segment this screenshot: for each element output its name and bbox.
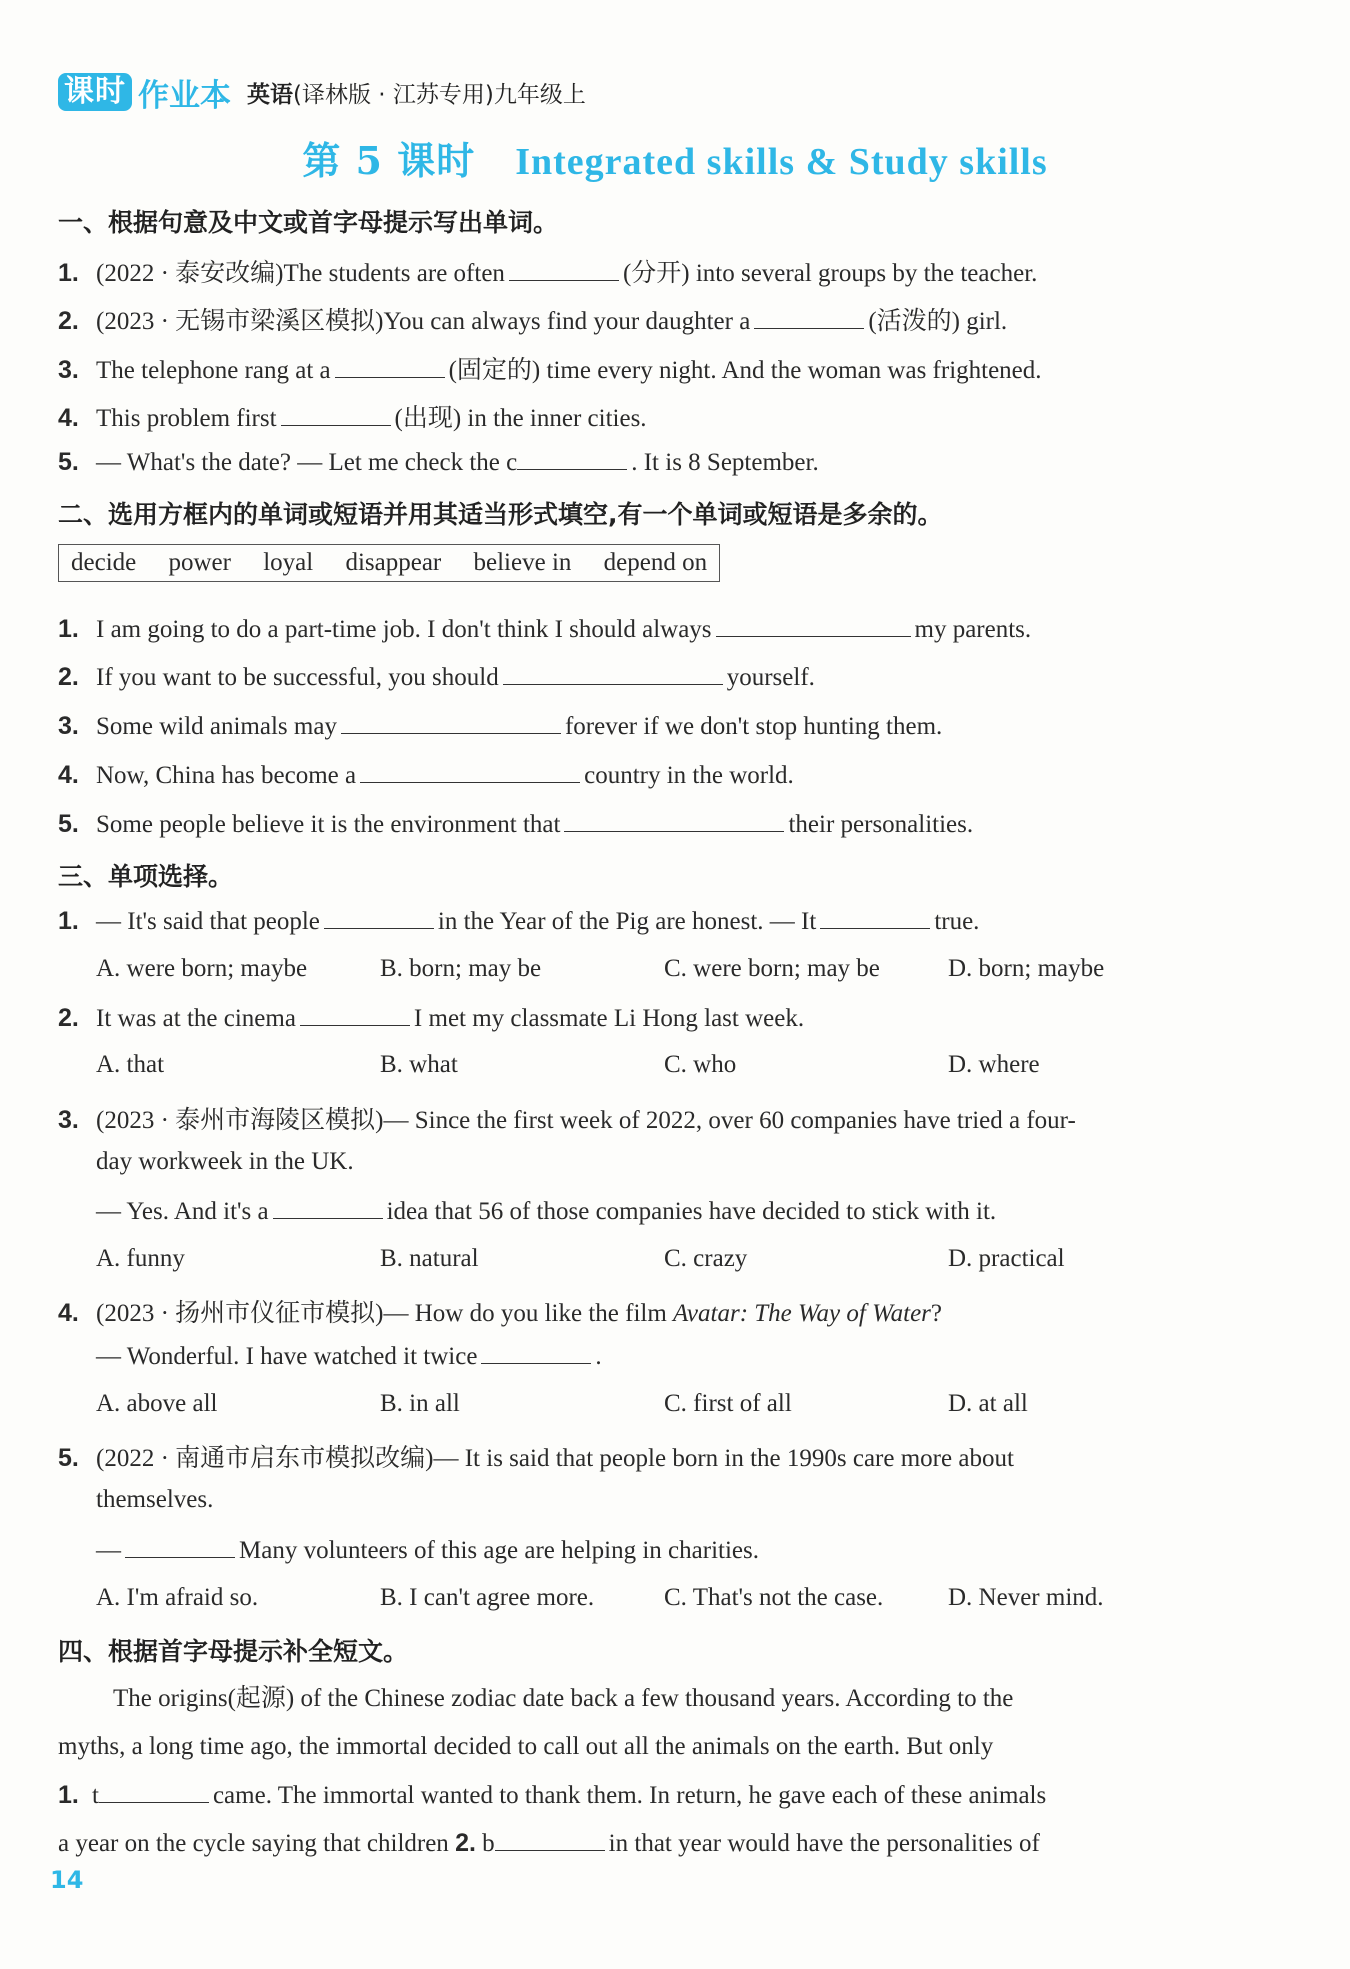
answer-blank[interactable]	[335, 355, 445, 378]
option-c[interactable]: C. first of all	[664, 1390, 792, 1417]
option-d[interactable]: D. practical	[948, 1245, 1065, 1272]
s3-q1: 1. — It's said that people in the Year of the Pig are honest. — It true.	[58, 907, 980, 935]
s3-q3-line2: day workweek in the UK.	[96, 1148, 354, 1175]
answer-blank[interactable]	[125, 1535, 235, 1558]
s3-q4-line2: — Wonderful. I have watched it twice .	[96, 1343, 602, 1370]
answer-blank[interactable]	[509, 258, 619, 281]
word-bank-item: depend on	[603, 549, 708, 576]
option-b[interactable]: B. born; may be	[380, 955, 542, 982]
option-b[interactable]: B. in all	[380, 1390, 460, 1417]
logo-text: 作业本	[138, 77, 231, 114]
page-number: 14	[50, 1866, 84, 1894]
section2-heading: 二、选用方框内的单词或短语并用其适当形式填空,有一个单词或短语是多余的。	[58, 500, 943, 529]
option-c[interactable]: C. were born; may be	[664, 955, 880, 982]
answer-blank[interactable]	[716, 614, 911, 637]
s1-item-5: 5. — What's the date? — Let me check the c . It is 8 September.	[58, 448, 819, 476]
passage-line-4: a year on the cycle saying that children 2. b in that year would have the personalities of	[58, 1829, 1040, 1857]
s3-q5-line2: themselves.	[96, 1486, 214, 1513]
s3-q4-line1: 4. (2023 · 扬州市仪征市模拟)— How do you like the film Avatar: The Way of Water?	[58, 1299, 943, 1327]
s3-q3-line3: — Yes. And it's a idea that 56 of those companies have decided to stick with it.	[96, 1198, 997, 1225]
option-a[interactable]: A. that	[96, 1051, 165, 1078]
answer-blank[interactable]	[495, 1828, 605, 1851]
book-header	[58, 70, 586, 114]
option-d[interactable]: D. Never mind.	[948, 1584, 1104, 1611]
s3-q3-options	[96, 1245, 1286, 1273]
s1-item-3: 3. The telephone rang at a (固定的) time every night. And the woman was frightened.	[58, 356, 1042, 384]
option-a[interactable]: A. were born; maybe	[96, 955, 308, 982]
option-c[interactable]: C. crazy	[664, 1245, 748, 1272]
subject-label: 英语(译林版 · 江苏专用)九年级上	[247, 81, 586, 108]
answer-blank[interactable]	[564, 809, 784, 832]
word-bank-item: decide	[71, 549, 137, 576]
s1-item-2: 2. (2023 · 无锡市梁溪区模拟)You can always find your daughter a (活泼的) girl.	[58, 307, 1008, 335]
s2-item-1: 1. I am going to do a part-time job. I don't think I should always my parents.	[58, 615, 1032, 643]
s3-q5-line3: — Many volunteers of this age are helping in charities.	[96, 1537, 759, 1564]
option-b[interactable]: B. what	[380, 1051, 458, 1078]
option-a[interactable]: A. above all	[96, 1390, 218, 1417]
answer-blank[interactable]	[754, 306, 864, 329]
s2-item-2: 2. If you want to be successful, you should yourself.	[58, 663, 815, 691]
answer-blank[interactable]	[281, 403, 391, 426]
word-bank-box	[58, 544, 720, 582]
film-title: Avatar: The Way of Water	[673, 1300, 931, 1327]
s3-q3-line1: 3. (2023 · 泰州市海陵区模拟)— Since the first week of 2022, over 60 companies have tried a four-	[58, 1106, 1076, 1134]
s3-q1-options	[96, 955, 1286, 983]
option-b[interactable]: B. natural	[380, 1245, 479, 1272]
s1-item-4: 4. This problem first (出现) in the inner cities.	[58, 404, 647, 432]
s3-q5-line1: 5. (2022 · 南通市启东市模拟改编)— It is said that people born in the 1990s care more about	[58, 1444, 1014, 1472]
section4-heading: 四、根据首字母提示补全短文。	[58, 1637, 409, 1666]
answer-blank[interactable]	[503, 662, 723, 685]
s3-q4-options	[96, 1390, 1286, 1418]
option-a[interactable]: A. funny	[96, 1245, 185, 1272]
word-bank-item: believe in	[473, 549, 572, 576]
s2-item-5: 5. Some people believe it is the environment that their personalities.	[58, 810, 974, 838]
answer-blank[interactable]	[341, 711, 561, 734]
answer-blank[interactable]	[99, 1780, 209, 1803]
logo-badge: 课时	[58, 73, 132, 111]
option-d[interactable]: D. where	[948, 1051, 1040, 1078]
option-d[interactable]: D. born; maybe	[948, 955, 1105, 982]
option-c[interactable]: C. who	[664, 1051, 737, 1078]
word-bank-item: loyal	[263, 549, 314, 576]
passage-line-1: The origins(起源) of the Chinese zodiac date back a few thousand years. According to the	[113, 1685, 1014, 1712]
lesson-title: 第 5 课时 Integrated skills & Study skills	[302, 138, 1048, 183]
s2-item-4: 4. Now, China has become a country in the world.	[58, 761, 794, 789]
word-bank-item: power	[168, 549, 231, 576]
section3-heading: 三、单项选择。	[58, 862, 234, 891]
s3-q5-options	[96, 1584, 1286, 1612]
word-bank-item: disappear	[345, 549, 442, 576]
s1-item-1: 1. (2022 · 泰安改编)The students are often (分开) into several groups by the teacher.	[58, 259, 1038, 287]
s3-q2: 2. It was at the cinema I met my classmate Li Hong last week.	[58, 1004, 805, 1032]
answer-blank[interactable]	[820, 906, 930, 929]
option-a[interactable]: A. I'm afraid so.	[96, 1584, 259, 1611]
section1-heading: 一、根据句意及中文或首字母提示写出单词。	[58, 208, 559, 237]
answer-blank[interactable]	[517, 447, 627, 470]
s3-q2-options	[96, 1051, 1286, 1079]
answer-blank[interactable]	[481, 1341, 591, 1364]
s2-item-3: 3. Some wild animals may forever if we don't stop hunting them.	[58, 712, 943, 740]
answer-blank[interactable]	[360, 760, 580, 783]
answer-blank[interactable]	[324, 906, 434, 929]
answer-blank[interactable]	[300, 1003, 410, 1026]
passage-line-3: 1. t came. The immortal wanted to thank them. In return, he gave each of these animals	[58, 1781, 1047, 1809]
option-c[interactable]: C. That's not the case.	[664, 1584, 884, 1611]
option-d[interactable]: D. at all	[948, 1390, 1028, 1417]
answer-blank[interactable]	[273, 1196, 383, 1219]
passage-line-2: myths, a long time ago, the immortal decided to call out all the animals on the earth. But only	[58, 1733, 994, 1760]
option-b[interactable]: B. I can't agree more.	[380, 1584, 595, 1611]
